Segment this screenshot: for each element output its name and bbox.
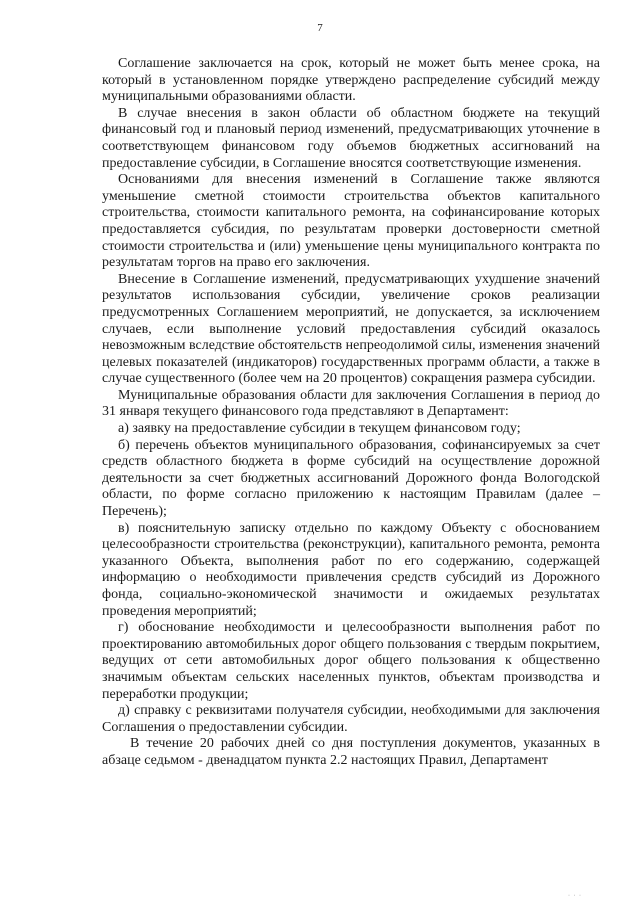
paragraph-submission-deadline: Муниципальные образования области для заключения Соглашения в период до 31 января текущего финансового года представляют в Департамент: <box>102 387 600 420</box>
list-item-a: а) заявку на предоставление субсидии в текущем финансовом году; <box>118 421 521 437</box>
paragraph-agreement-term: Соглашение заключается на срок, который не может быть менее срока, на который в установленном порядке утверждено распределение субсидий между муниципальными образованиями области. <box>102 56 600 105</box>
list-item-d: д) справку с реквизитами получателя субсидии, необходимыми для заключения Соглашения о предоставлении субсидии. <box>102 703 600 735</box>
paragraph-prohibited-changes: Внесение в Соглашение изменений, предусматривающих ухудшение значений результатов использования субсидии, увеличение сроков реализации предусмотренных Соглашением мероприятий, не допускается, за исключением случаев, если выполнение условий предоставления субсидий оказалось невозможным вследствие обстоятельств непреодолимой силы, изменения значений целевых показателей (индикаторов) государственных программ области, а также в случае существенного (более чем на 20 процентов) сокращения размера субсидии. <box>102 271 600 387</box>
page-number: 7 <box>317 22 323 34</box>
paragraph-grounds-for-changes: Основаниями для внесения изменений в Соглашение также являются уменьшение сметной стоимости строительства объектов капитального строительства, стоимости капитального ремонта, на софинансирование которых предоставляется субсидия, по результатам проверки достоверности сметной стоимости строительства и (или) уменьшение цены муниципального контракта по результатам торгов на право его заключения. <box>102 172 600 271</box>
paragraph-budget-changes: В случае внесения в закон области об областном бюджете на текущий финансовый год и плановый период изменений, предусматривающих уточнение в соответствующем финансовом году объемов бюджетных ассигнований на предоставление субсидии, в Соглашение вносятся соответствующие изменения. <box>102 105 600 171</box>
list-item-b: б) перечень объектов муниципального образования, софинансируемых за счет средств областного бюджета в форме субсидий на осуществление дорожной деятельности за счет бюджетных ассигнований Дорожного фонда Вологодской области, по форме согласно приложению к настоящим Правилам (далее – Перечень); <box>102 437 600 520</box>
document-body <box>102 56 600 770</box>
paragraph-review-period: В течение 20 рабочих дней со дня поступления документов, указанных в абзаце седьмом - двенадцатом пункта 2.2 настоящих Правил, Департамент <box>102 736 600 768</box>
list-item-g: г) обоснование необходимости и целесообразности выполнения работ по проектированию автомобильных дорог общего пользования с твердым покрытием, ведущих от сети автомобильных дорог общего пользования к общественно значимым объектам сельских населенных пунктов, объектам производства и переработки продукции; <box>102 620 600 702</box>
list-item-v: в) пояснительную записку отдельно по каждому Объекту с обоснованием целесообразности строительства (реконструкции), капитального ремонта, ремонта указанного Объекта, выполнения работ по его содержанию, содержащей информацию о необходимости привлечения средств субсидий из Дорожного фонда, социально-экономической значимости и ожидаемых результатах проведения мероприятий; <box>102 520 600 619</box>
scan-artifact-mark: · · · <box>568 893 582 899</box>
